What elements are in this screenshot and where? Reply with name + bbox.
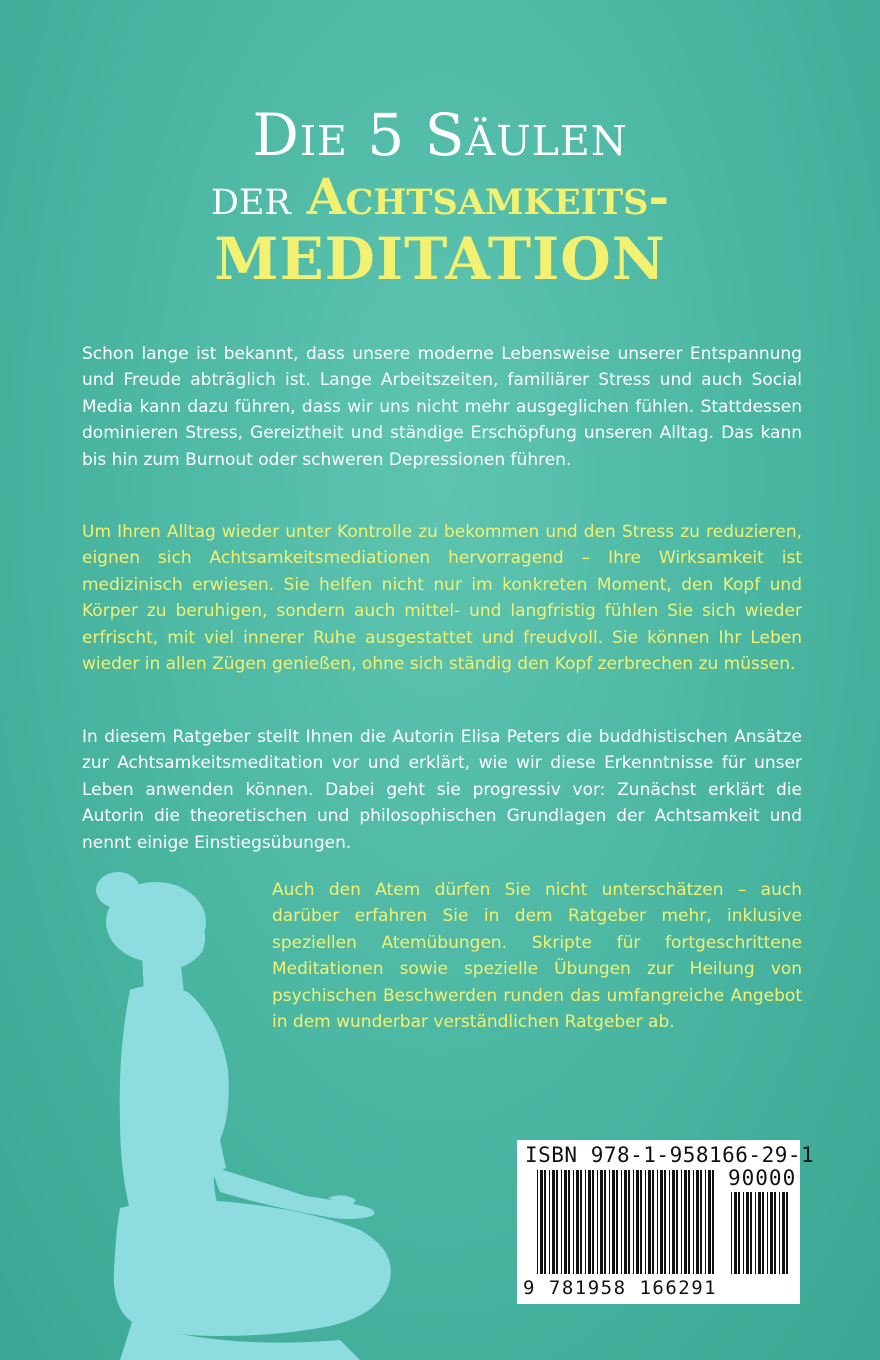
ean-barcode-bars — [537, 1170, 719, 1274]
price-code: 90000 — [728, 1166, 797, 1190]
title-line-1: Die 5 Säulen — [252, 101, 628, 169]
ean-digits: 9 781958 166291 — [523, 1277, 718, 1299]
blurb-paragraph-1: Schon lange ist bekannt, dass unsere moderne Lebensweise unserer Entspannung und Freude abträglich ist. Lange Arbeitszeiten, familiärer Stress und auch Social Media kann dazu führen, dass wir uns nicht mehr ausgeglichen fühlen. Stattdessen dominieren Stress, Gereiztheit und ständige Erschöpfung unseren Alltag. Das kann bis hin zum Burnout oder schweren Depressionen führen. — [82, 344, 802, 470]
blurb-paragraph-2: Um Ihren Alltag wieder unter Kontrolle zu bekommen und den Stress zu reduzieren, eignen sich Achtsamkeitsmediationen hervorragend – Ihre Wirksamkeit ist medizinisch erwiesen. Sie helfen nicht nur im konkreten Moment, den Kopf und Körper zu beruhigen, sondern auch mittel- und langfristig fühlen Sie sich wieder erfrischt, mit viel innerer Ruhe ausgestattet und freudvoll. Sie können Ihr Leben wieder in allen Zügen genießen, ohne sich ständig den Kopf zerbrechen zu müssen. — [82, 522, 802, 675]
blurb-paragraph-3: In diesem Ratgeber stellt Ihnen die Autorin Elisa Peters die buddhistischen Ansätze zur Achtsamkeitsmeditation vor und erklärt, wie wir diese Erkenntnisse für unser Leben anwenden können. Dabei geht sie progressiv vor: Zunächst erklärt die Autorin die theoretischen und philosophischen Grundlagen der Achtsamkeit und nennt einige Einstiegsübungen. — [82, 727, 802, 853]
title-line-2-highlight: Achtsamkeits- — [306, 167, 670, 226]
addon-barcode-bars — [731, 1192, 793, 1274]
title-line-2-prefix: der — [210, 168, 291, 226]
isbn-barcode — [517, 1140, 815, 1304]
blurb-paragraph-4: Auch den Atem dürfen Sie nicht unterschätzen – auch darüber erfahren Sie in dem Ratgeber mehr, inklusive speziellen Atemübungen. Skripte für fortgeschrittene Meditationen sowie spezielle Übungen zur Heilung von psychischen Beschwerden runden das umfangreiche Angebot in dem wunderbar verständlichen Ratgeber ab. — [272, 880, 802, 1033]
isbn-number: ISBN 978-1-958166-29-1 — [525, 1143, 815, 1167]
cover-title — [0, 88, 880, 293]
title-line-2 — [0, 167, 880, 226]
title-line-3: MEDITATION — [214, 225, 666, 293]
